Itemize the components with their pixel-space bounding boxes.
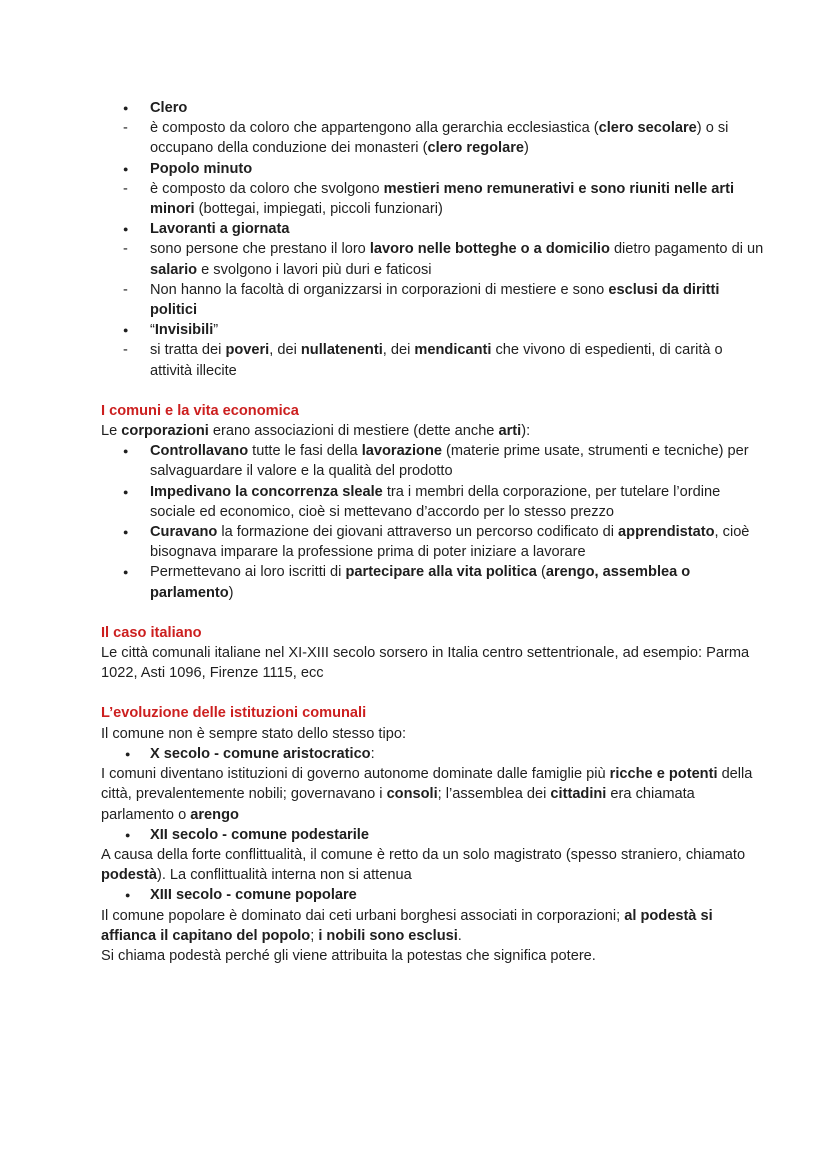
evolution-intro: Il comune non è sempre stato dello stesso tipo:: [101, 725, 407, 742]
phase-text-popolare: Il comune popolare è dominato dai ceti urbani borghesi associati in corporazioni; al podestà si affianca il capitano del popolo; i nobili sono esclusi.: [101, 907, 713, 944]
section-heading-italy: Il caso italiano: [101, 624, 202, 641]
italy-text: Le città comunali italiane nel XI-XIII secolo sorsero in Italia centro settentrionale, ad esempio: Parma 1022, Asti 1096, Firenze 1115, ecc: [101, 645, 750, 682]
economy-item: ● Controllavano tutte le fasi della lavorazione (materie prime usate, strumenti e tecniche) per salvaguardare il valore e la qualità del prodotto: [101, 441, 768, 481]
class-desc-invisibili: - si tratta dei poveri, dei nullatenenti, dei mendicanti che vivono di espedienti, di carità o attività illecite: [101, 340, 768, 380]
class-heading-lavoranti: ● Lavoranti a giornata: [101, 219, 768, 239]
section-heading-economy: I comuni e la vita economica: [101, 402, 299, 419]
class-heading-clero: ● Clero: [101, 98, 768, 118]
economy-item: ● Curavano la formazione dei giovani attraverso un percorso codificato di apprendistato, cioè bisognava imparare la professione prima di poter iniziare a lavorare: [101, 522, 768, 562]
phase-title-aristocratico: ● X secolo - comune aristocratico:: [101, 744, 768, 764]
class-desc-lavoranti-2: - Non hanno la facoltà di organizzarsi in corporazioni di mestiere e sono esclusi da diritti politici: [101, 280, 768, 320]
phase-text-podestarile: A causa della forte conflittualità, il comune è retto da un solo magistrato (spesso straniero, chiamato podestà). La conflittualità interna non si attenua: [101, 846, 746, 884]
phase-title-podestarile: ● XII secolo - comune podestarile: [101, 825, 768, 845]
class-heading-popolo-minuto: ● Popolo minuto: [101, 159, 768, 179]
economy-intro: Le corporazioni erano associazioni di mestiere (dette anche arti):: [101, 423, 531, 440]
evolution-closing: Si chiama podestà perché gli viene attribuita la potestas che significa potere.: [101, 947, 596, 964]
section-heading-evolution: L’evoluzione delle istituzioni comunali: [101, 705, 367, 722]
class-desc-lavoranti-1: - sono persone che prestano il loro lavoro nelle botteghe o a domicilio dietro pagamento di un salario e svolgono i lavori più duri e faticosi: [101, 239, 768, 279]
class-desc-clero: - è composto da coloro che appartengono alla gerarchia ecclesiastica (clero secolare) o si occupano della conduzione dei monasteri (clero regolare): [101, 118, 768, 158]
spacer: [101, 603, 768, 623]
phase-text-aristocratico: I comuni diventano istituzioni di governo autonome dominate dalle famiglie più ricche e potenti della città, prevalentemente nobili; governavano i consoli; l’assemblea dei cittadini era chiamata parlamento o arengo: [101, 766, 753, 823]
class-heading-invisibili: ● “Invisibili”: [101, 320, 768, 340]
class-desc-popolo-minuto: - è composto da coloro che svolgono mestieri meno remunerativi e sono riuniti nelle arti minori (bottegai, impiegati, piccoli funzionari): [101, 179, 768, 219]
economy-item: ● Impedivano la concorrenza sleale tra i membri della corporazione, per tutelare l’ordine sociale ed economico, cioè si mettevano d’accordo per lo stesso prezzo: [101, 482, 768, 522]
spacer: [101, 683, 768, 703]
phase-title-popolare: ● XIII secolo - comune popolare: [101, 885, 768, 905]
spacer: [101, 381, 768, 401]
economy-item: ● Permettevano ai loro iscritti di partecipare alla vita politica (arengo, assemblea o parlamento): [101, 562, 768, 602]
